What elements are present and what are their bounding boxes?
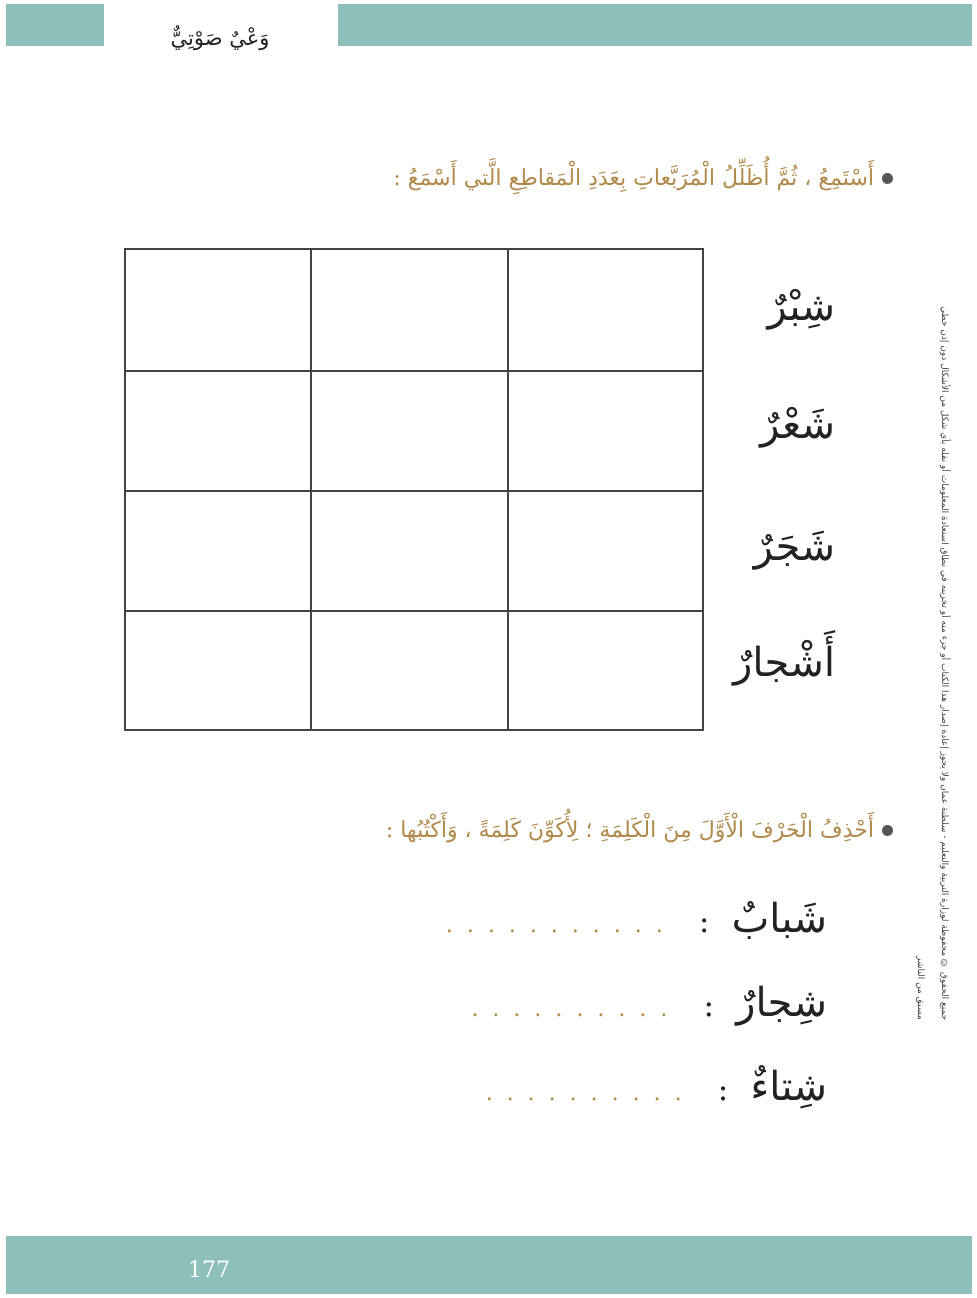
header-band-right bbox=[338, 4, 972, 46]
syllable-word: أَشْجارٌ bbox=[733, 640, 835, 686]
exercise2-colon: : bbox=[703, 986, 715, 1024]
exercise2-item bbox=[486, 1064, 827, 1110]
syllable-grid bbox=[124, 248, 704, 731]
syllable-word: شِبْرٌ bbox=[767, 284, 835, 330]
answer-line[interactable]: ........... bbox=[445, 913, 677, 938]
exercise1-instruction bbox=[393, 166, 893, 191]
header-band-left bbox=[6, 4, 104, 46]
grid-divider bbox=[126, 490, 702, 492]
exercise2-item bbox=[471, 980, 827, 1026]
exercise2-item bbox=[446, 896, 827, 942]
bullet-icon bbox=[882, 173, 893, 184]
copyright-notice: جميع الحقوق © محفوظة لوزارة التربية والتعليم - سلطنة عمان ولا يجوز إعادة إصدار هذا الكتاب أو جزء منه أو تخزينه في نطاق استعادة المعلومات أو نقله بأي شكل من الأشكال دون إذن خطي مسبق من الناشر bbox=[915, 305, 949, 1020]
answer-line[interactable]: .......... bbox=[485, 1081, 696, 1106]
exercise2-instruction bbox=[386, 818, 893, 843]
grid-divider bbox=[126, 370, 702, 372]
grid-divider bbox=[126, 610, 702, 612]
syllable-word: شَجَرٌ bbox=[753, 524, 835, 570]
exercise1-instruction-text: أَسْتَمِعُ ، ثُمَّ أُظَلِّلُ الْمُرَبَّعاتِ بِعَدَدِ الْمَقاطِعِ الَّتي أَسْمَعُ : bbox=[393, 166, 874, 191]
page-number: 177 bbox=[188, 1258, 230, 1283]
exercise2-colon: : bbox=[717, 1070, 729, 1108]
footer-band bbox=[6, 1236, 972, 1294]
exercise2-colon: : bbox=[698, 902, 710, 940]
syllable-word: شَعْرٌ bbox=[760, 402, 835, 448]
section-title: وَعْيٌ صَوْتِيٌّ bbox=[170, 26, 270, 50]
exercise2-instruction-text: أَحْذِفُ الْحَرْفَ الْأَوَّلَ مِنَ الْكَلِمَةِ ؛ لِأُكَوِّنَ كَلِمَةً ، وَأَكْتُبُها : bbox=[385, 818, 874, 843]
answer-line[interactable]: .......... bbox=[471, 997, 682, 1022]
exercise2-word: شِجارٌ bbox=[736, 980, 827, 1026]
bullet-icon bbox=[882, 825, 893, 836]
exercise2-word: شَبابٌ bbox=[731, 896, 827, 942]
exercise2-word: شِتاءٌ bbox=[750, 1064, 827, 1110]
